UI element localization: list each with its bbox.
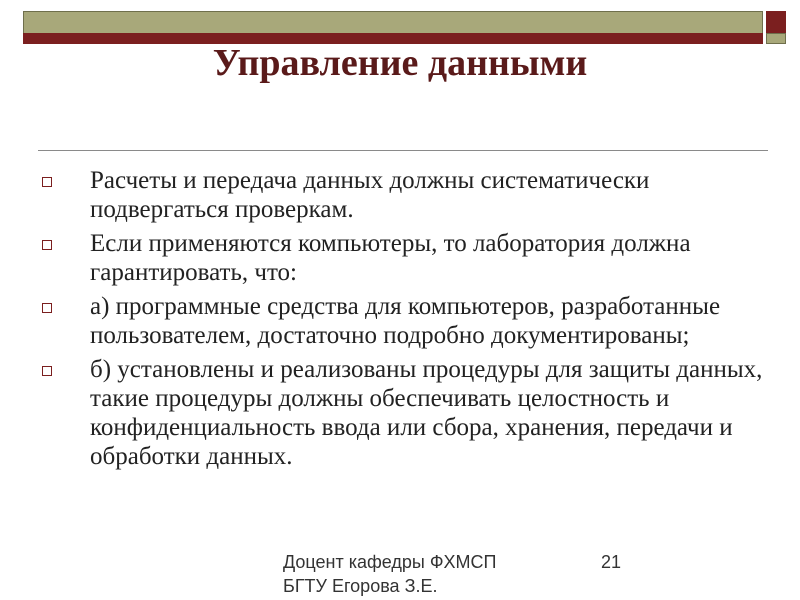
title-divider <box>38 150 768 151</box>
bullet-text: а) программные средства для компьютеров, разработанные пользователем, достаточно подробно документированы; <box>90 293 721 349</box>
bullet-item <box>40 166 770 224</box>
square-bullet-icon <box>42 177 52 187</box>
bullet-item <box>40 292 770 350</box>
square-bullet-icon <box>42 240 52 250</box>
bullet-item <box>40 229 770 287</box>
slide-title: Управление данными <box>212 42 588 84</box>
footer-author <box>283 550 497 598</box>
header-corner-maroon <box>766 11 786 33</box>
footer-author-line2: БГТУ Егорова З.Е. <box>283 576 438 596</box>
square-bullet-icon <box>42 303 52 313</box>
square-bullet-icon <box>42 366 52 376</box>
bullet-item <box>40 355 770 471</box>
bullet-text: Расчеты и передача данных должны систематически подвергаться проверкам. <box>90 167 650 223</box>
bullet-text: б) установлены и реализованы процедуры для защиты данных, такие процедуры должны обеспечивать целостность и конфиденциальность ввода или сбора, хранения, передачи и обработки данных. <box>90 356 763 470</box>
page-number: 21 <box>601 552 622 572</box>
header-band-olive <box>23 11 763 34</box>
footer-author-line1: Доцент кафедры ФХМСП <box>283 552 497 572</box>
bullet-text: Если применяются компьютеры, то лаборатория должна гарантировать, что: <box>90 230 691 286</box>
bullet-list <box>40 166 770 476</box>
